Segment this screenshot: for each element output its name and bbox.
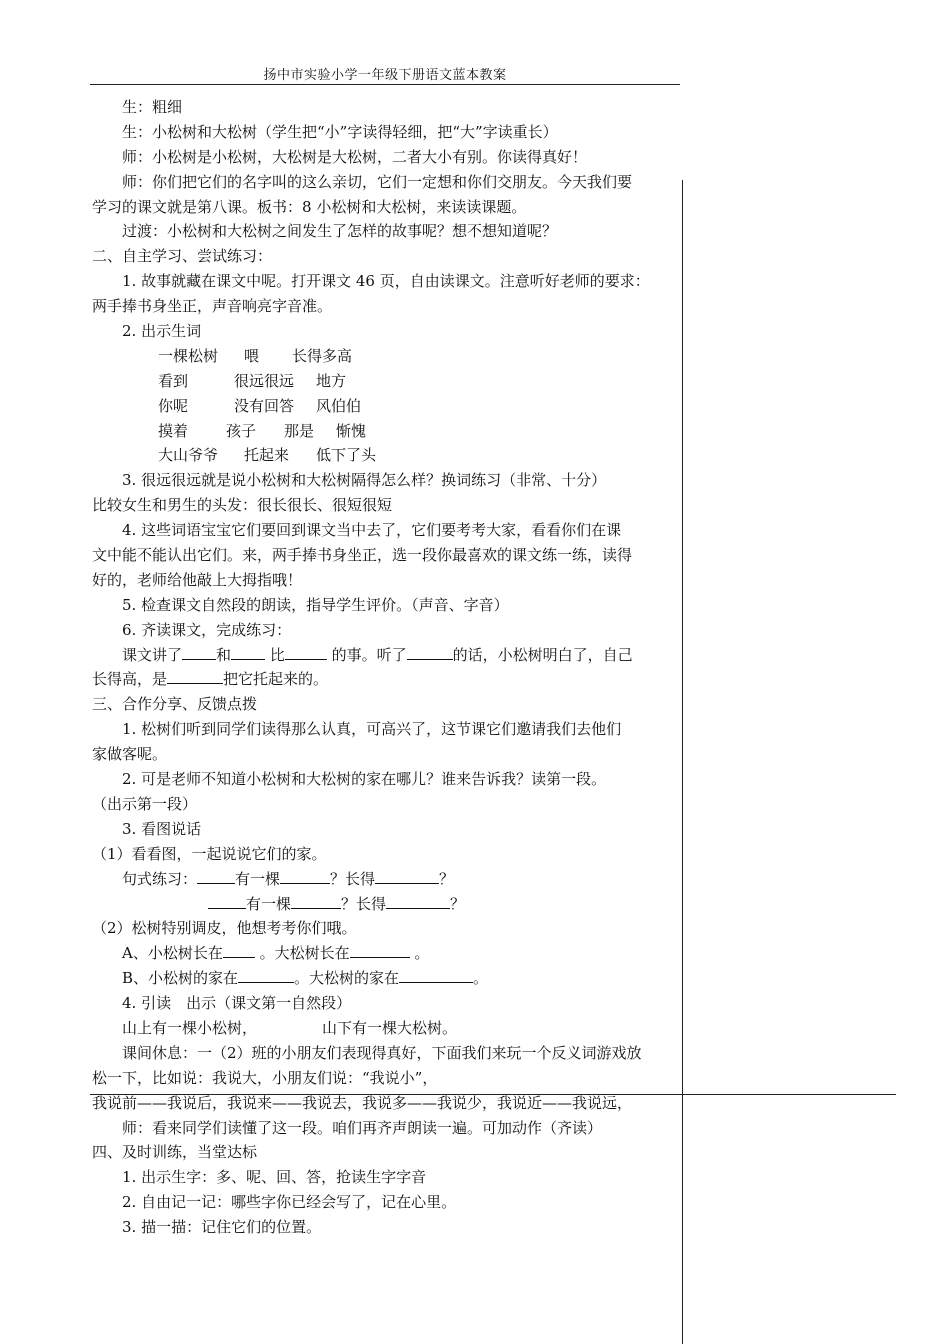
table-border-vertical bbox=[682, 180, 683, 1344]
text-line: 2. 出示生词 bbox=[122, 322, 202, 341]
vocab-word: 一棵松树 bbox=[158, 346, 219, 365]
text-line: 两手捧书身坐正，声音响亮字音准。 bbox=[92, 297, 333, 316]
reading-right: 山下有一棵大松树。 bbox=[322, 1018, 458, 1037]
pattern-line: 有一棵 ？长得 ？ bbox=[92, 892, 682, 917]
text-line: 好的，老师给他敲上大拇指哦！ bbox=[92, 570, 303, 589]
text-line: 比较女生和男生的头发：很长很长、很短很短 bbox=[92, 496, 393, 515]
answer-blank bbox=[208, 893, 246, 909]
text-line: （1）看看图，一起说说它们的家。 bbox=[92, 844, 327, 863]
text-line: 1. 故事就藏在课文中呢。打开课文 46 页，自由读课文。注意听好老师的要求： bbox=[122, 272, 650, 291]
fill-blank-line: 长得高，是 把它托起来的。 bbox=[92, 670, 329, 689]
answer-blank bbox=[197, 868, 235, 884]
answer-blank bbox=[386, 893, 450, 909]
answer-blank bbox=[399, 967, 473, 983]
vocab-word: 你呢 bbox=[158, 396, 189, 415]
text-line: （出示第一段） bbox=[92, 794, 198, 813]
text-line: 过渡：小松树和大松树之间发生了怎样的故事呢？想不想知道呢？ bbox=[122, 222, 558, 241]
quiz-line: B、小松树的家在 。大松树的家在 。 bbox=[122, 969, 489, 988]
vocab-word: 托起来 bbox=[244, 446, 290, 465]
answer-blank bbox=[280, 868, 330, 884]
fill-blank-line: 课文讲了 和 比 的事。听了 的话，小松树明白了，自己 bbox=[122, 645, 633, 664]
vocab-row bbox=[92, 443, 682, 468]
text-line: 松一下，比如说：我说大，小朋友们说：“我说小”， bbox=[92, 1068, 438, 1087]
vocab-word: 很远很远 bbox=[234, 371, 295, 390]
page-header: 扬中市实验小学一年级下册语文蓝本教案 bbox=[263, 68, 507, 83]
section-heading: 三、合作分享、反馈点拨 bbox=[92, 695, 258, 714]
text-line: 3. 很远很远就是说小松树和大松树隔得怎么样？换词练习（非常、十分） bbox=[122, 471, 607, 490]
answer-blank bbox=[350, 942, 410, 958]
text-line: 我说前——我说后，我说来——我说去，我说多——我说少，我说近——我说远， bbox=[92, 1093, 633, 1112]
answer-blank bbox=[182, 644, 216, 660]
vocab-word: 长得多高 bbox=[292, 346, 353, 365]
text-line: 师：看来同学们读懂了这一段。咱们再齐声朗读一遍。可加动作（齐读） bbox=[122, 1118, 603, 1137]
text-line: 文中能不能认出它们。来，两手捧书身坐正，选一段你最喜欢的课文练一练，读得 bbox=[92, 546, 633, 565]
vocab-word: 摸着 bbox=[158, 421, 189, 440]
text-line: 家做客呢。 bbox=[92, 745, 168, 764]
text-line: 生：小松树和大松树（学生把“小”字读得轻细，把“大”字读重长） bbox=[122, 122, 558, 141]
vocab-word: 大山爷爷 bbox=[158, 446, 219, 465]
text-line: 学习的课文就是第八课。板书：8 小松树和大松树，来读读课题。 bbox=[92, 197, 527, 216]
vocab-word: 风伯伯 bbox=[316, 396, 362, 415]
answer-blank bbox=[375, 868, 439, 884]
vocab-row bbox=[92, 369, 682, 394]
answer-blank bbox=[407, 644, 453, 660]
text-line: 生：粗细 bbox=[122, 98, 183, 116]
header-rule bbox=[90, 84, 680, 85]
answer-blank bbox=[231, 644, 265, 660]
quiz-line: A、小松树长在 。大松树长在 。 bbox=[122, 944, 430, 963]
text-line: 4. 引读 出示（课文第一自然段） bbox=[122, 994, 352, 1013]
vocab-row bbox=[92, 394, 682, 419]
text-line: 6. 齐读课文，完成练习： bbox=[122, 620, 292, 639]
section-heading: 二、自主学习、尝试练习： bbox=[92, 247, 273, 266]
text-line: 课间休息：一（2）班的小朋友们表现得真好，下面我们来玩一个反义词游戏放 bbox=[122, 1043, 642, 1062]
lesson-body bbox=[92, 95, 682, 1240]
text-line: 3. 看图说话 bbox=[122, 819, 202, 838]
vocab-word: 孩子 bbox=[226, 421, 257, 440]
text-line: （2）松树特别调皮，他想考考你们哦。 bbox=[92, 919, 357, 938]
text-line: 师：小松树是小松树，大松树是大松树，二者大小有别。你读得真好！ bbox=[122, 147, 588, 166]
vocab-row bbox=[92, 344, 682, 369]
reading-line bbox=[92, 1016, 682, 1041]
vocab-word: 低下了头 bbox=[316, 446, 377, 465]
text-line: 3. 描一描：记住它们的位置。 bbox=[122, 1218, 322, 1237]
reading-left: 山上有一棵小松树， bbox=[122, 1018, 258, 1037]
text-line: 1. 出示生字：多、呢、回、答，抢读生字字音 bbox=[122, 1168, 427, 1187]
text-line: 5. 检查课文自然段的朗读，指导学生评价。（声音、字音） bbox=[122, 595, 509, 614]
answer-blank bbox=[285, 644, 327, 660]
section-heading: 四、及时训练，当堂达标 bbox=[92, 1143, 258, 1162]
vocab-word: 喂 bbox=[244, 346, 260, 365]
vocab-word: 看到 bbox=[158, 371, 189, 390]
vocab-word: 地方 bbox=[316, 371, 347, 390]
text-line: 1. 松树们听到同学们读得那么认真，可高兴了，这节课它们邀请我们去他们 bbox=[122, 720, 622, 739]
vocab-word: 没有回答 bbox=[234, 396, 295, 415]
answer-blank bbox=[291, 893, 341, 909]
vocab-word: 惭愧 bbox=[336, 421, 367, 440]
answer-blank bbox=[223, 942, 255, 958]
text-line: 2. 自由记一记：哪些字你已经会写了，记在心里。 bbox=[122, 1193, 457, 1212]
answer-blank bbox=[167, 668, 223, 684]
vocab-row bbox=[92, 419, 682, 444]
vocab-word: 那是 bbox=[284, 421, 315, 440]
answer-blank bbox=[238, 967, 294, 983]
text-line: 师：你们把它们的名字叫的这么亲切，它们一定想和你们交朋友。今天我们要 bbox=[122, 172, 633, 191]
text-line: 2. 可是老师不知道小松树和大松树的家在哪儿？谁来告诉我？读第一段。 bbox=[122, 770, 607, 789]
pattern-line: 句式练习： 有一棵 ？长得 ？ bbox=[122, 869, 455, 888]
text-line: 4. 这些词语宝宝它们要回到课文当中去了，它们要考考大家，看看你们在课 bbox=[122, 521, 622, 540]
